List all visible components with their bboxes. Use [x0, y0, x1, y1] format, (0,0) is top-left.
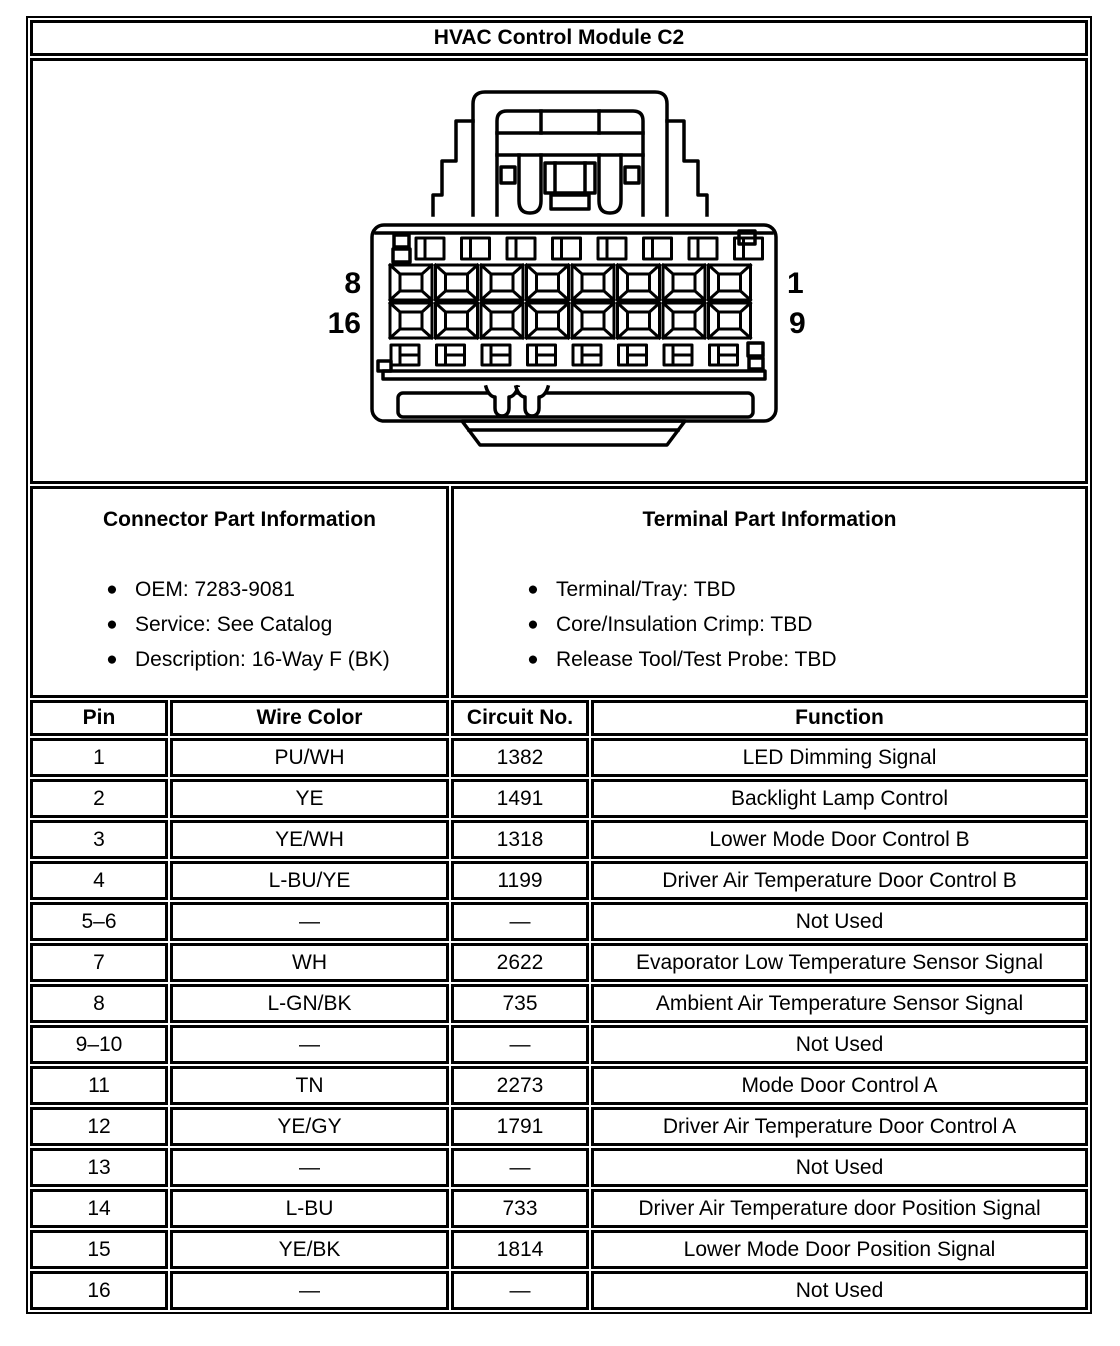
wire-color-cell: TN [170, 1066, 449, 1105]
table-row [30, 902, 1088, 941]
circuit-no-cell: 1199 [451, 861, 589, 900]
pin-cell: 2 [30, 779, 168, 818]
latch-arm-left [519, 155, 541, 213]
wire-color-cell: YE/WH [170, 820, 449, 859]
circuit-no-cell: 733 [451, 1189, 589, 1228]
function-cell: Driver Air Temperature Door Control A [591, 1107, 1088, 1146]
table-row [30, 738, 1088, 777]
circuit-no-cell: 2273 [451, 1066, 589, 1105]
circuit-no-cell: — [451, 1148, 589, 1187]
fork-right [516, 387, 548, 416]
wing-left [433, 121, 473, 215]
circuit-no-cell: 1491 [451, 779, 589, 818]
table-row [30, 820, 1088, 859]
pin-cell: 3 [30, 820, 168, 859]
circuit-no-cell: 1318 [451, 820, 589, 859]
function-cell: Driver Air Temperature door Position Signal [591, 1189, 1088, 1228]
bullet-icon: ● [527, 649, 539, 670]
table-row [30, 779, 1088, 818]
diagram-row [30, 58, 1088, 484]
table-row [30, 1025, 1088, 1064]
connector-part-info-item: Description: 16-Way F (BK) [135, 648, 390, 671]
pin-cell: 1 [30, 738, 168, 777]
wire-color-cell: L-GN/BK [170, 984, 449, 1023]
wire-color-cell: YE/GY [170, 1107, 449, 1146]
function-cell: Lower Mode Door Position Signal [591, 1230, 1088, 1269]
function-cell: Evaporator Low Temperature Sensor Signal [591, 943, 1088, 982]
function-cell: Mode Door Control A [591, 1066, 1088, 1105]
table-row [30, 984, 1088, 1023]
pin-cell: 7 [30, 943, 168, 982]
circuit-no-cell: 735 [451, 984, 589, 1023]
part-info-row [30, 486, 1088, 698]
circuit-no-cell: — [451, 1271, 589, 1310]
wire-color-cell: — [170, 902, 449, 941]
pin-label-1: 1 [787, 267, 804, 300]
pin-cell: 9–10 [30, 1025, 168, 1064]
function-cell: Ambient Air Temperature Sensor Signal [591, 984, 1088, 1023]
list-item [454, 573, 1085, 608]
pin-cell: 11 [30, 1066, 168, 1105]
bullet-icon: ● [527, 614, 539, 635]
page-title: HVAC Control Module C2 [30, 20, 1088, 56]
wire-color-cell: WH [170, 943, 449, 982]
pin-cell: 5–6 [30, 902, 168, 941]
pin-cell: 13 [30, 1148, 168, 1187]
title-row [30, 20, 1088, 56]
terminal-part-info-heading: Terminal Part Information [642, 507, 897, 531]
wing-right [667, 121, 707, 215]
table-row [30, 1066, 1088, 1105]
terminal-part-info-item: Release Tool/Test Probe: TBD [556, 648, 837, 671]
function-cell: Not Used [591, 1025, 1088, 1064]
bullet-icon: ● [106, 649, 118, 670]
wire-color-cell: — [170, 1025, 449, 1064]
list-item [454, 608, 1085, 643]
terminal-part-info-item: Terminal/Tray: TBD [556, 578, 736, 601]
col-header-circuit-no: Circuit No. [451, 700, 589, 736]
pin-label-9: 9 [789, 307, 805, 340]
pin-label-8: 8 [344, 267, 361, 300]
table-row [30, 1271, 1088, 1310]
terminal-part-info-list [454, 573, 1085, 678]
terminal-part-info [451, 486, 1088, 698]
latch-arm-right [599, 155, 621, 213]
function-cell: Driver Air Temperature Door Control B [591, 861, 1088, 900]
wire-color-cell: L-BU/YE [170, 861, 449, 900]
table-row [30, 1148, 1088, 1187]
function-cell: Lower Mode Door Control B [591, 820, 1088, 859]
circuit-no-cell: 1791 [451, 1107, 589, 1146]
connector-part-info-item: OEM: 7283-9081 [135, 578, 295, 601]
circuit-no-cell: — [451, 1025, 589, 1064]
connector-diagram-cell [30, 58, 1088, 484]
wire-color-cell: PU/WH [170, 738, 449, 777]
table-row [30, 943, 1088, 982]
list-item [33, 608, 446, 643]
keying-trapezoid [462, 421, 685, 445]
circuit-no-cell: 1814 [451, 1230, 589, 1269]
function-cell: LED Dimming Signal [591, 738, 1088, 777]
table-row [30, 1189, 1088, 1228]
table-row [30, 861, 1088, 900]
function-cell: Not Used [591, 1271, 1088, 1310]
function-cell: Not Used [591, 902, 1088, 941]
pin-cell: 16 [30, 1271, 168, 1310]
terminal-part-info-item: Core/Insulation Crimp: TBD [556, 613, 813, 636]
circuit-no-cell: — [451, 902, 589, 941]
function-cell: Not Used [591, 1148, 1088, 1187]
connector-diagram [313, 67, 805, 469]
bullet-icon: ● [527, 579, 539, 600]
wire-color-cell: YE [170, 779, 449, 818]
fork-left [486, 387, 518, 416]
pin-cell: 4 [30, 861, 168, 900]
bullet-icon: ● [106, 579, 118, 600]
pin-cell: 15 [30, 1230, 168, 1269]
pin-cell: 14 [30, 1189, 168, 1228]
pin-table-body [30, 738, 1088, 1310]
circuit-no-cell: 1382 [451, 738, 589, 777]
col-header-pin: Pin [30, 700, 168, 736]
list-item [33, 643, 446, 678]
pin-label-16: 16 [327, 307, 361, 340]
col-header-function: Function [591, 700, 1088, 736]
function-cell: Backlight Lamp Control [591, 779, 1088, 818]
wire-color-cell: — [170, 1148, 449, 1187]
pin-cell: 8 [30, 984, 168, 1023]
connector-part-info-heading: Connector Part Information [102, 507, 376, 531]
list-item [33, 573, 446, 608]
connector-part-info-list [33, 573, 446, 678]
table-row [30, 1230, 1088, 1269]
connector-part-info [30, 486, 449, 698]
bullet-icon: ● [106, 614, 118, 635]
connector-part-info-item: Service: See Catalog [135, 613, 333, 636]
wire-color-cell: L-BU [170, 1189, 449, 1228]
wire-color-cell: — [170, 1271, 449, 1310]
list-item [454, 643, 1085, 678]
circuit-no-cell: 2622 [451, 943, 589, 982]
pin-cell: 12 [30, 1107, 168, 1146]
table-header-row [30, 700, 1088, 736]
table-row [30, 1107, 1088, 1146]
connector-sheet [26, 16, 1092, 1314]
col-header-wire-color: Wire Color [170, 700, 449, 736]
wire-color-cell: YE/BK [170, 1230, 449, 1269]
